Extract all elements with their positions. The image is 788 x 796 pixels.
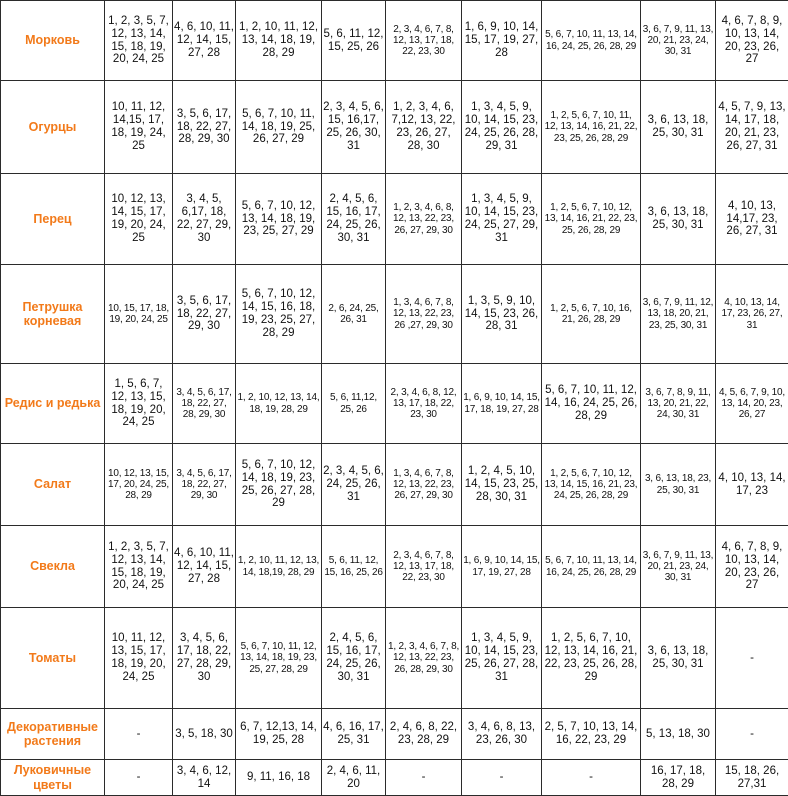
days-cell: 2, 3, 4, 6, 8, 12, 13, 17, 18, 22, 23, 30 xyxy=(386,364,462,444)
days-cell: 10, 15, 17, 18, 19, 20, 24, 25 xyxy=(105,265,173,364)
days-cell: 1, 2, 3, 4, 6, 8, 12, 13, 22, 23, 26, 27, 29, 30 xyxy=(386,174,462,265)
days-cell: 1, 2, 5, 6, 7, 10, 12, 13, 14, 15, 16, 21, 23, 24, 25, 26, 28, 29 xyxy=(542,444,641,526)
days-cell: 5, 6, 7, 10, 11, 12, 13, 14, 18, 19, 23, 25, 27, 28, 29 xyxy=(236,608,322,709)
crop-name: Огурцы xyxy=(1,81,105,174)
days-cell: 1, 2, 10, 11, 12, 13, 14, 18, 19, 28, 29 xyxy=(236,1,322,81)
crop-name: Луковичные цветы xyxy=(1,760,105,796)
table-row xyxy=(1,81,788,174)
days-cell: 16, 17, 18, 28, 29 xyxy=(641,760,716,796)
days-cell: - xyxy=(105,760,173,796)
table-row xyxy=(1,174,788,265)
days-cell: 2, 5, 7, 10, 13, 14, 16, 22, 23, 29 xyxy=(542,709,641,760)
days-cell: 2, 3, 4, 5, 6, 15, 16,17, 25, 26, 30, 31 xyxy=(322,81,386,174)
days-cell: 3, 4, 6, 8, 13, 23, 26, 30 xyxy=(462,709,542,760)
days-cell: 1, 2, 10, 11, 12, 13, 14, 18,19, 28, 29 xyxy=(236,526,322,608)
days-cell: 5, 6, 11, 12, 15, 25, 26 xyxy=(322,1,386,81)
crop-name: Салат xyxy=(1,444,105,526)
days-cell: 3, 4, 5, 6, 17, 18, 22, 27, 28, 29, 30 xyxy=(173,608,236,709)
days-cell: 1, 2, 5, 6, 7, 10, 12, 13, 14, 16, 21, 22, 23, 25, 26, 28, 29 xyxy=(542,174,641,265)
days-cell: 3, 5, 18, 30 xyxy=(173,709,236,760)
days-cell: 4, 6, 7, 8, 9, 10, 13, 14, 20, 23, 26, 27 xyxy=(716,526,788,608)
days-cell: 3, 6, 7, 9, 11, 13, 20, 21, 23, 24, 30, 31 xyxy=(641,526,716,608)
days-cell: 3, 6, 7, 8, 9, 11, 13, 20, 21, 22, 24, 30, 31 xyxy=(641,364,716,444)
days-cell: 1, 3, 5, 9, 10, 14, 15, 23, 26, 28, 31 xyxy=(462,265,542,364)
days-cell: - xyxy=(462,760,542,796)
days-cell: 4, 5, 6, 7, 9, 10, 13, 14, 20, 23, 26, 27 xyxy=(716,364,788,444)
table-row xyxy=(1,364,788,444)
days-cell: 4, 5, 7, 9, 13, 14, 17, 18, 20, 21, 23, 26, 27, 31 xyxy=(716,81,788,174)
days-cell: 3, 6, 13, 18, 25, 30, 31 xyxy=(641,608,716,709)
days-cell: 3, 5, 6, 17, 18, 22, 27, 28, 29, 30 xyxy=(173,81,236,174)
days-cell: 2, 4, 6, 11, 20 xyxy=(322,760,386,796)
days-cell: 5, 6, 7, 10, 12, 14, 18, 19, 23, 25, 26, 27, 28, 29 xyxy=(236,444,322,526)
days-cell: 2, 4, 5, 6, 15, 16, 17, 24, 25, 26, 30, 31 xyxy=(322,608,386,709)
days-cell: 1, 3, 4, 5, 9, 10, 14, 15, 23, 24, 25, 27, 29, 31 xyxy=(462,174,542,265)
days-cell: - xyxy=(542,760,641,796)
crop-name: Свекла xyxy=(1,526,105,608)
days-cell: 5, 6, 7, 10, 12, 14, 15, 16, 18, 19, 23, 25, 27, 28, 29 xyxy=(236,265,322,364)
days-cell: 5, 6, 7, 10, 11, 12, 14, 16, 24, 25, 26, 28, 29 xyxy=(542,364,641,444)
days-cell: 1, 2, 3, 5, 7, 12, 13, 14, 15, 18, 19, 20, 24, 25 xyxy=(105,526,173,608)
days-cell: 9, 11, 16, 18 xyxy=(236,760,322,796)
days-cell: 1, 2, 10, 12, 13, 14, 18, 19, 28, 29 xyxy=(236,364,322,444)
days-cell: 2, 4, 5, 6, 15, 16, 17, 24, 25, 26, 30, 31 xyxy=(322,174,386,265)
days-cell: 3, 6, 13, 18, 25, 30, 31 xyxy=(641,81,716,174)
days-cell: 4, 10, 13, 14, 17, 23, 26, 27, 31 xyxy=(716,265,788,364)
days-cell: 1, 2, 3, 4, 6, 7,12, 13, 22, 23, 26, 27, 28, 30 xyxy=(386,81,462,174)
days-cell: 3, 4, 5, 6, 17, 18, 22, 27, 29, 30 xyxy=(173,444,236,526)
days-cell: 1, 2, 5, 6, 7, 10, 12, 13, 14, 16, 21, 22, 23, 25, 26, 28, 29 xyxy=(542,608,641,709)
days-cell: 1, 3, 4, 5, 9, 10, 14, 15, 23, 25, 26, 27, 28, 31 xyxy=(462,608,542,709)
days-cell: 3, 5, 6, 17, 18, 22, 27, 29, 30 xyxy=(173,265,236,364)
days-cell: 4, 10, 13, 14, 17, 23 xyxy=(716,444,788,526)
days-cell: 2, 4, 6, 8, 22, 23, 28, 29 xyxy=(386,709,462,760)
days-cell: 4, 6, 10, 11, 12, 14, 15, 27, 28 xyxy=(173,526,236,608)
days-cell: 4, 6, 7, 8, 9, 10, 13, 14, 20, 23, 26, 27 xyxy=(716,1,788,81)
table-row xyxy=(1,1,788,81)
table-row xyxy=(1,608,788,709)
days-cell: 1, 3, 4, 6, 7, 8, 12, 13, 22, 23, 26 ,27, 29, 30 xyxy=(386,265,462,364)
crop-name: Томаты xyxy=(1,608,105,709)
days-cell: 3, 4, 5, 6, 17, 18, 22, 27, 28, 29, 30 xyxy=(173,364,236,444)
days-cell: 5, 6, 7, 10, 11, 13, 14, 16, 24, 25, 26, 28, 29 xyxy=(542,526,641,608)
table-body xyxy=(1,1,788,796)
days-cell: 1, 3, 4, 5, 9, 10, 14, 15, 23, 24, 25, 26, 28, 29, 31 xyxy=(462,81,542,174)
days-cell: 3, 6, 13, 18, 23, 25, 30, 31 xyxy=(641,444,716,526)
days-cell: 3, 6, 7, 9, 11, 13, 20, 21, 23, 24, 30, 31 xyxy=(641,1,716,81)
days-cell: 2, 3, 4, 5, 6, 24, 25, 26, 31 xyxy=(322,444,386,526)
table-row xyxy=(1,265,788,364)
days-cell: 15, 18, 26, 27,31 xyxy=(716,760,788,796)
days-cell: 1, 2, 5, 6, 7, 10, 11, 12, 13, 14, 16, 21, 22, 23, 25, 26, 28, 29 xyxy=(542,81,641,174)
days-cell: 10, 12, 13, 15, 17, 20, 24, 25, 28, 29 xyxy=(105,444,173,526)
days-cell: 1, 6, 9, 10, 14, 15, 17, 19, 27, 28 xyxy=(462,1,542,81)
days-cell: 3, 4, 5, 6,17, 18, 22, 27, 29, 30 xyxy=(173,174,236,265)
days-cell: 1, 5, 6, 7, 12, 13, 15, 18, 19, 20, 24, 25 xyxy=(105,364,173,444)
days-cell: 1, 2, 3, 5, 7, 12, 13, 14, 15, 18, 19, 20, 24, 25 xyxy=(105,1,173,81)
table-row xyxy=(1,444,788,526)
days-cell: 1, 2, 5, 6, 7, 10, 16, 21, 26, 28, 29 xyxy=(542,265,641,364)
days-cell: - xyxy=(716,608,788,709)
days-cell: 3, 6, 7, 9, 11, 12, 13, 18, 20, 21, 23, 25, 30, 31 xyxy=(641,265,716,364)
days-cell: 10, 11, 12, 14,15, 17, 18, 19, 24, 25 xyxy=(105,81,173,174)
days-cell: 5, 13, 18, 30 xyxy=(641,709,716,760)
table-row xyxy=(1,526,788,608)
days-cell: 2, 6, 24, 25, 26, 31 xyxy=(322,265,386,364)
table-row xyxy=(1,760,788,796)
days-cell: 5, 6, 7, 10, 12, 13, 14, 18, 19, 23, 25, 27, 29 xyxy=(236,174,322,265)
days-cell: 4, 6, 10, 11, 12, 14, 15, 27, 28 xyxy=(173,1,236,81)
days-cell: 4, 6, 16, 17, 25, 31 xyxy=(322,709,386,760)
crop-name: Перец xyxy=(1,174,105,265)
days-cell: 5, 6, 7, 10, 11, 13, 14, 16, 24, 25, 26, 28, 29 xyxy=(542,1,641,81)
days-cell: 4, 10, 13, 14,17, 23, 26, 27, 31 xyxy=(716,174,788,265)
days-cell: 1, 3, 4, 6, 7, 8, 12, 13, 22, 23, 26, 27, 29, 30 xyxy=(386,444,462,526)
days-cell: - xyxy=(105,709,173,760)
crop-name: Морковь xyxy=(1,1,105,81)
days-cell: 10, 12, 13, 14, 15, 17, 19, 20, 24, 25 xyxy=(105,174,173,265)
crop-name: Декоративные растения xyxy=(1,709,105,760)
days-cell: 6, 7, 12,13, 14, 19, 25, 28 xyxy=(236,709,322,760)
days-cell: 5, 6, 7, 10, 11, 14, 18, 19, 25, 26, 27, 29 xyxy=(236,81,322,174)
days-cell: 3, 4, 6, 12, 14 xyxy=(173,760,236,796)
days-cell: 1, 6, 9, 10, 14, 15, 17, 18, 19, 27, 28 xyxy=(462,364,542,444)
days-cell: 2, 3, 4, 6, 7, 8, 12, 13, 17, 18, 22, 23, 30 xyxy=(386,1,462,81)
crop-name: Петрушка корневая xyxy=(1,265,105,364)
days-cell: 10, 11, 12, 13, 15, 17, 18, 19, 20, 24, 25 xyxy=(105,608,173,709)
days-cell: 1, 2, 3, 4, 6, 7, 8, 12, 13, 22, 23, 26, 28, 29, 30 xyxy=(386,608,462,709)
days-cell: 1, 6, 9, 10, 14, 15, 17, 19, 27, 28 xyxy=(462,526,542,608)
table-row xyxy=(1,709,788,760)
days-cell: - xyxy=(386,760,462,796)
days-cell: 5, 6, 11,12, 25, 26 xyxy=(322,364,386,444)
crop-name: Редис и редька xyxy=(1,364,105,444)
days-cell: - xyxy=(716,709,788,760)
days-cell: 3, 6, 13, 18, 25, 30, 31 xyxy=(641,174,716,265)
days-cell: 2, 3, 4, 6, 7, 8, 12, 13, 17, 18, 22, 23, 30 xyxy=(386,526,462,608)
days-cell: 1, 2, 4, 5, 10, 14, 15, 23, 25, 28, 30, 31 xyxy=(462,444,542,526)
days-cell: 5, 6, 11, 12, 15, 16, 25, 26 xyxy=(322,526,386,608)
